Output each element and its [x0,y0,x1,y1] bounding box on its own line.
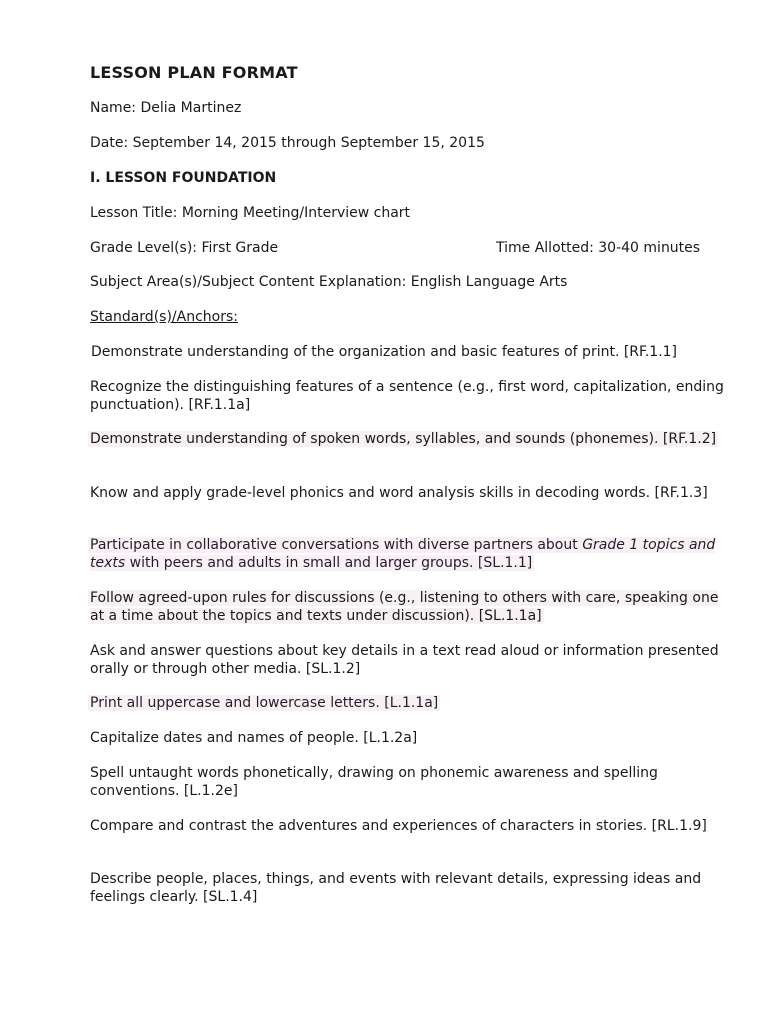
standard-text: Spell untaught words phonetically, drawing on phonemic awareness and spelling conventions. [L.1.2e] [90,765,658,799]
standard-text: Demonstrate understanding of the organization and basic features of print. [RF.1.1] [91,344,678,360]
standard-text: Capitalize dates and names of people. [L.1.2a] [90,730,418,746]
standard-text: Recognize the distinguishing features of a sentence (e.g., first word, capitalization, ending punctuation). [RF.1.1a] [90,379,724,413]
standard-text: Print all uppercase and lowercase letters. [L.1.1a] [90,695,439,711]
standard-text-highlighted [90,537,715,571]
lesson-title-line: Lesson Title: Morning Meeting/Interview chart [90,205,411,221]
standard-item [90,730,730,748]
document-title: LESSON PLAN FORMAT [90,63,298,82]
standard-item [90,379,730,414]
standard-text: Demonstrate understanding of spoken words, syllables, and sounds (phonemes). [RF.1.2] [90,431,717,447]
standard-item [90,590,730,625]
standard-item [90,643,730,678]
standards-heading: Standard(s)/Anchors: [90,309,238,325]
standard-text: Ask and answer questions about key details in a text read aloud or information presented orally or through other media. [SL.1.2] [90,643,719,677]
standard-item [90,765,730,800]
standard-item [90,871,730,906]
standard-item [90,485,730,503]
standard-item [90,431,730,449]
name-line: Name: Delia Martinez [90,100,242,116]
standard-text: Compare and contrast the adventures and experiences of characters in stories. [RL.1.9] [90,818,707,834]
standard-item [91,344,731,362]
date-line: Date: September 14, 2015 through September 15, 2015 [90,135,485,151]
standard-item [90,695,730,713]
subject-area-line: Subject Area(s)/Subject Content Explanation: English Language Arts [90,274,568,290]
standard-text-italic: Grade 1 topics and texts [90,537,716,571]
section-heading-lesson-foundation: I. LESSON FOUNDATION [90,170,277,186]
standard-text: Know and apply grade-level phonics and word analysis skills in decoding words. [RF.1.3] [90,485,708,501]
standard-text-part: Participate in collaborative conversations with diverse partners about [90,537,583,553]
grade-level-line: Grade Level(s): First Grade [90,240,279,256]
standard-item [90,818,730,836]
standard-item [90,537,730,572]
standard-text: Follow agreed-upon rules for discussions (e.g., listening to others with care, speaking one at a time about the topics and texts under discussion). [SL.1.1a] [90,590,719,624]
standard-text-part: with peers and adults in small and larger groups. [SL.1.1] [125,554,533,571]
time-allotted-line: Time Allotted: 30-40 minutes [496,240,701,256]
standard-text: Describe people, places, things, and events with relevant details, expressing ideas and feelings clearly. [SL.1.4] [90,871,702,905]
